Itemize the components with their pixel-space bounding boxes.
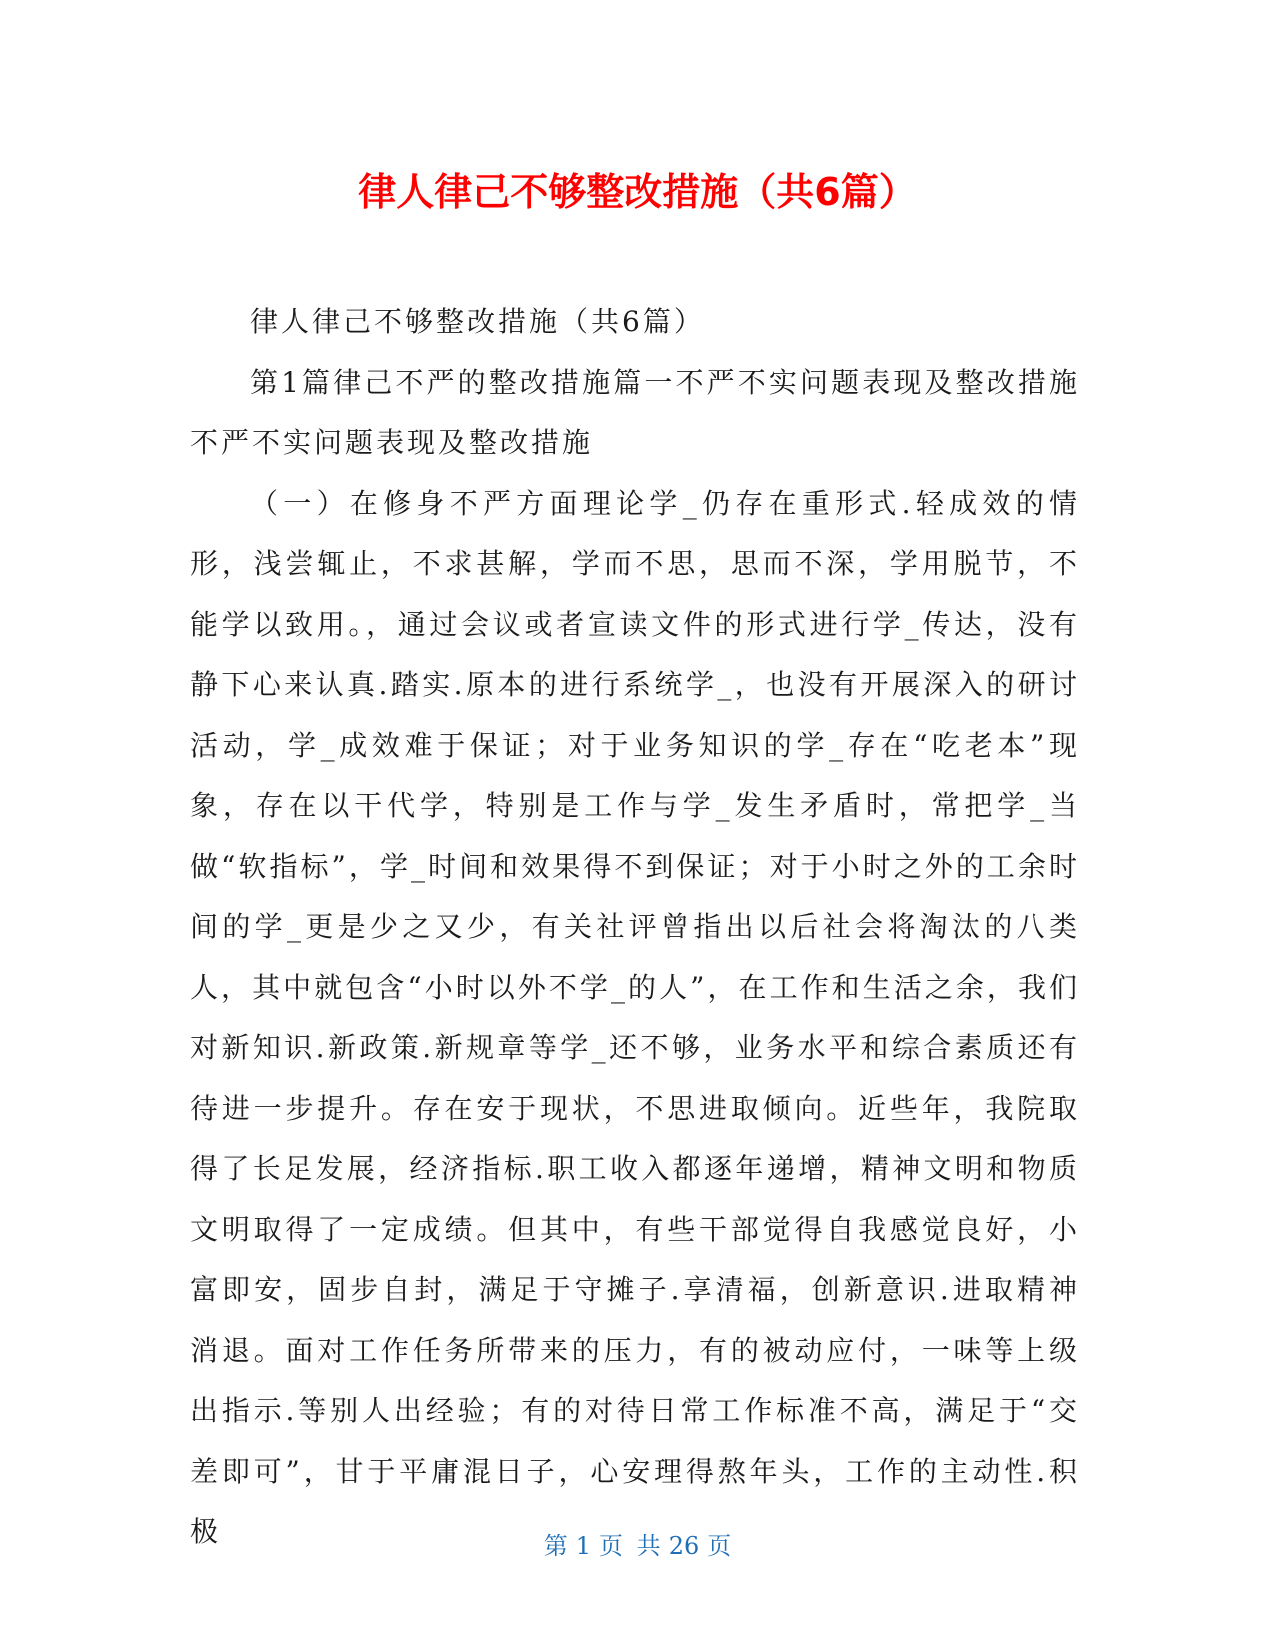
document-title: 律人律己不够整改措施（共6篇）	[358, 170, 917, 214]
footer-total-pages: 26	[668, 1532, 700, 1560]
footer-current-page: 1	[575, 1532, 592, 1560]
document-body	[190, 292, 1080, 1563]
footer-mid: 页 共	[599, 1532, 661, 1560]
paragraph-section-heading: 第1篇律己不严的整改措施篇一不严不实问题表现及整改措施不严不实问题表现及整改措施	[190, 365, 1080, 459]
footer-prefix: 第	[543, 1532, 568, 1560]
footer-suffix: 页	[707, 1532, 732, 1560]
paragraph-subtitle: 律人律己不够整改措施（共6篇）	[250, 305, 705, 338]
page-footer	[0, 1530, 1275, 1562]
paragraph-body: （一）在修身不严方面理论学_仍存在重形式.轻成效的情形，浅尝辄止，不求甚解，学而不思，思而不深，学用脱节，不能学以致用。，通过会议或者宣读文件的形式进行学_传达，没有静下心来认真.踏实.原本的进行系统学_，也没有开展深入的研讨活动，学_成效难于保证；对于业务知识的学_存在“吃老本”现象，存在以干代学，特别是工作与学_发生矛盾时，常把学_当做“软指标”，学_时间和效果得不到保证；对于小时之外的工余时间的学_更是少之又少，有关社评曾指出以后社会将淘汰的八类人，其中就包含“小时以外不学_的人”，在工作和生活之余，我们对新知识.新政策.新规章等学_还不够，业务水平和综合素质还有待进一步提升。存在安于现状，不思进取倾向。近些年，我院取得了长足发展，经济指标.职工收入都逐年递增，精神文明和物质文明取得了一定成绩。但其中，有些干部觉得自我感觉良好，小富即安，固步自封，满足于守摊子.享清福，创新意识.进取精神消退。面对工作任务所带来的压力，有的被动应付，一味等上级出指示.等别人出经验；有的对待日常工作标准不高，满足于“交差即可”，甘于平庸混日子，心安理得熬年头，工作的主动性.积极	[190, 486, 1080, 1548]
